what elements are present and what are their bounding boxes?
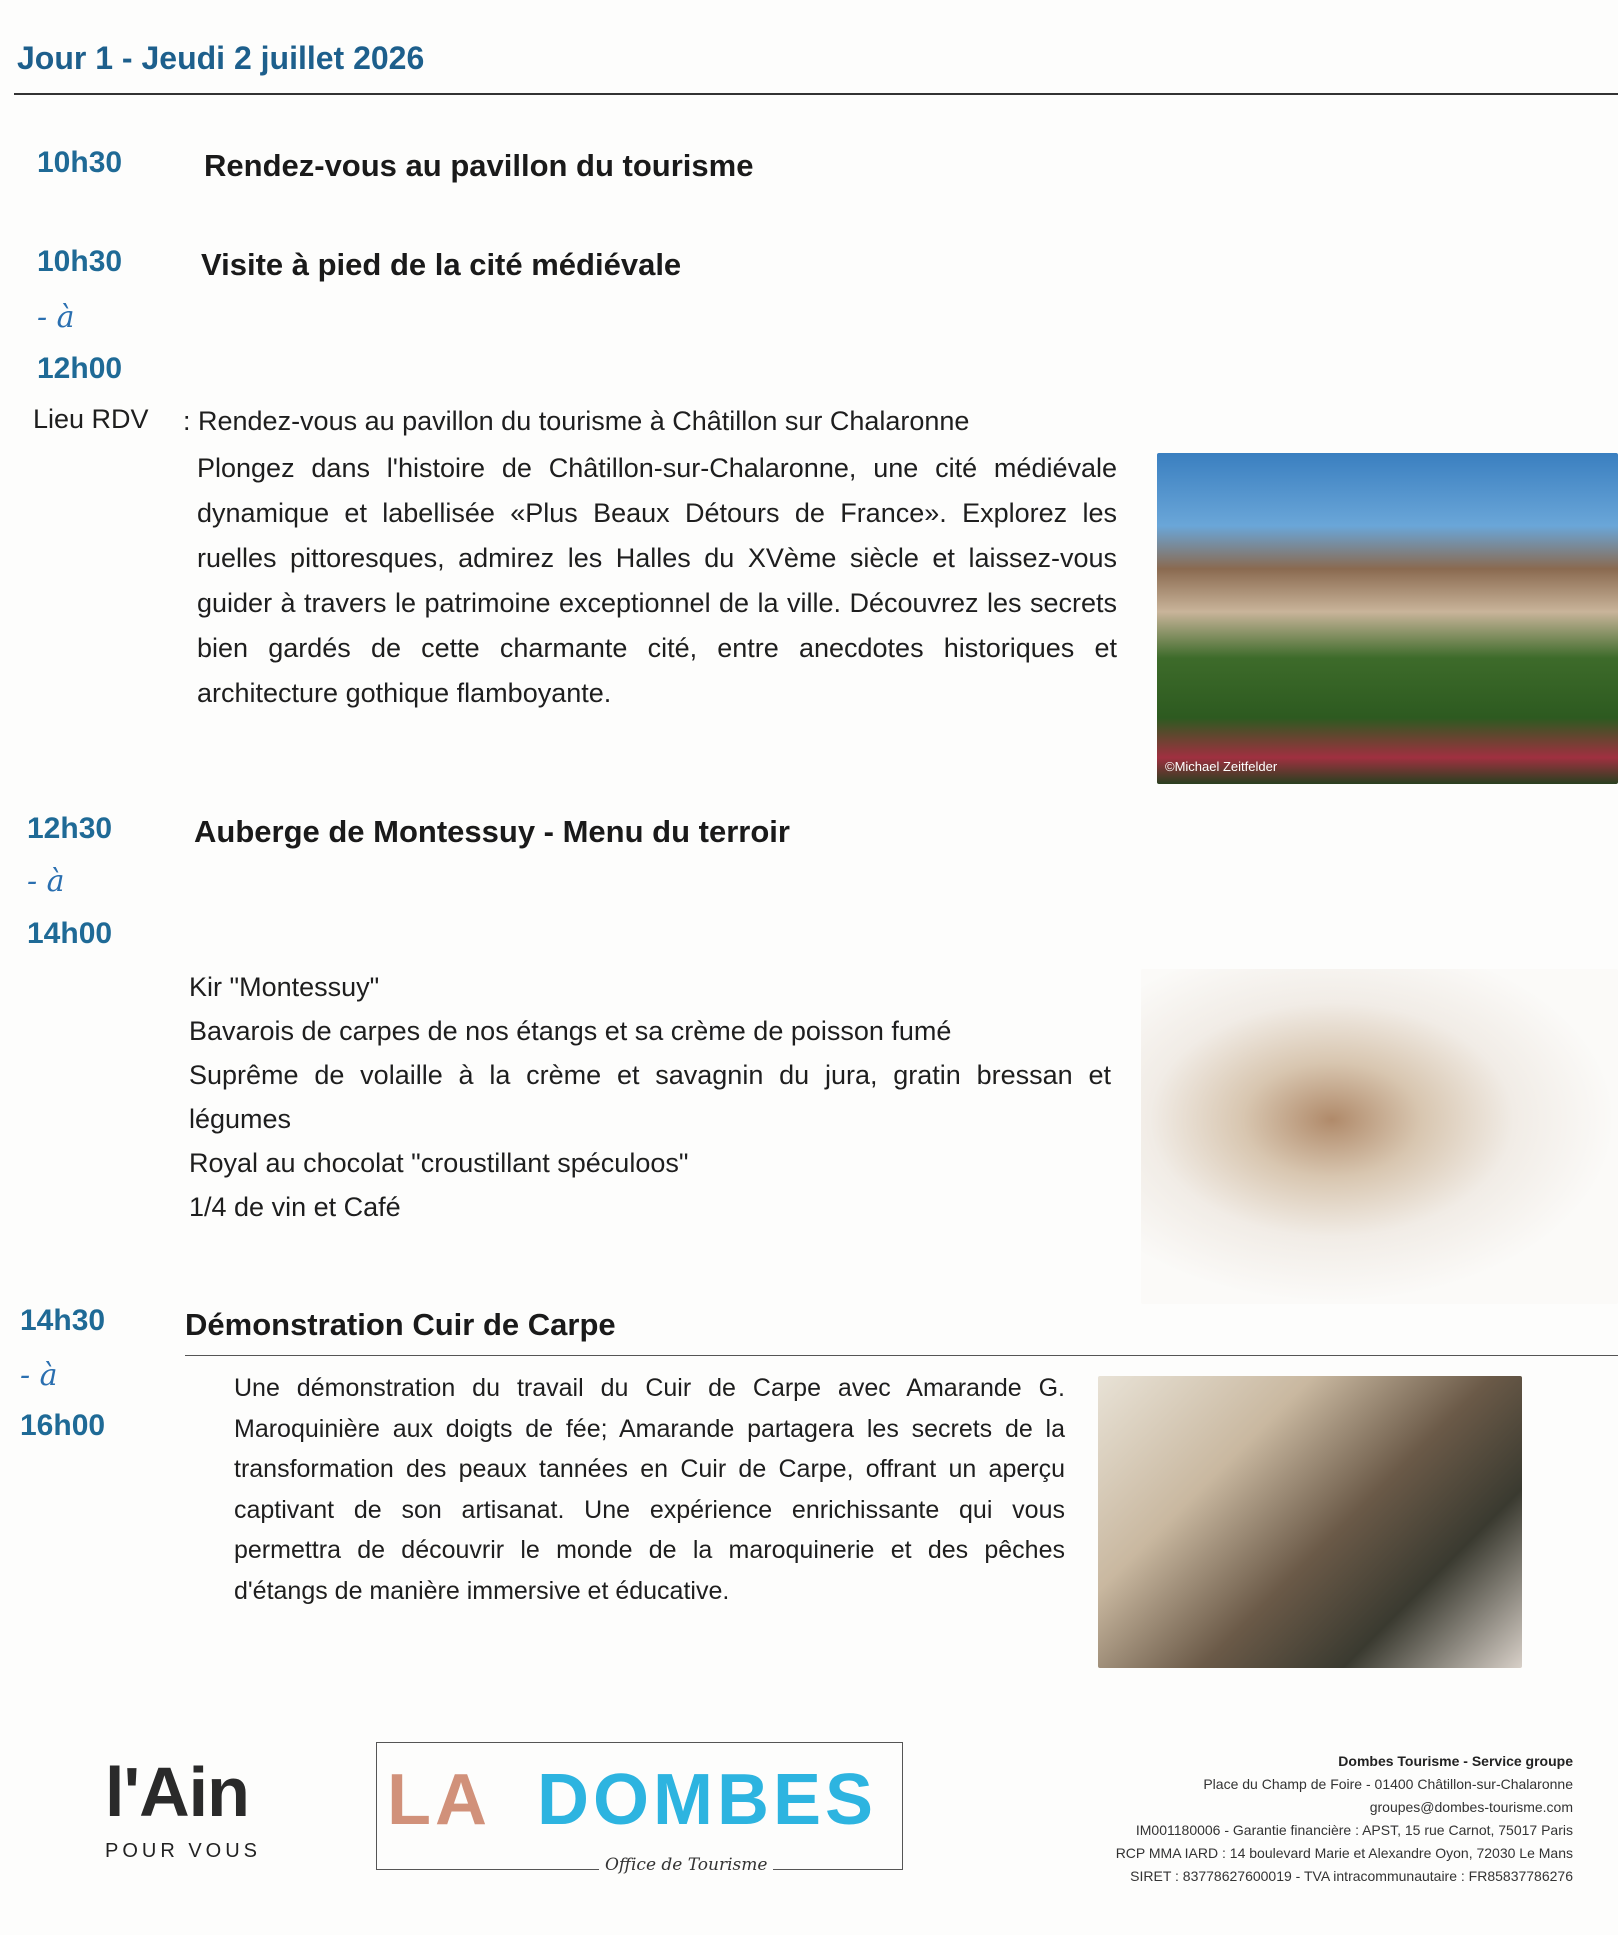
footer-org: Dombes Tourisme - Service groupe [1338, 1753, 1573, 1769]
footer-insurance: RCP MMA IARD : 14 boulevard Marie et Alexandre Oyon, 72030 Le Mans [1115, 1845, 1573, 1861]
event-title: Auberge de Montessuy - Menu du terroir [194, 814, 790, 849]
event-time-end: 14h00 [27, 917, 113, 950]
event-description: Plongez dans l'histoire de Châtillon-sur-Chalaronne, une cité médiévale dynamique et labellisée «Plus Beaux Détours de France». Explorez les ruelles pittoresques, admirez les Halles du XVème siècle et laissez-vous guider à travers le patrimoine exceptionnel de la ville. Découvrez les secrets bien gardés de cette charmante cité, entre anecdotes historiques et architecture gothique flamboyante. [197, 453, 1117, 708]
menu-item: Kir "Montessuy" [189, 972, 380, 1002]
la-dombes-logo-la: LA [387, 1760, 491, 1840]
rdv-value: : Rendez-vous au pavillon du tourisme à Châtillon sur Chalaronne [183, 406, 970, 436]
event-time-end: 12h00 [37, 352, 123, 385]
ain-logo-subtitle: POUR VOUS [105, 1840, 262, 1862]
medieval-city-photo [1157, 453, 1618, 784]
rdv-label: Lieu RDV [33, 404, 149, 434]
day-title: Jour 1 - Jeudi 2 juillet 2026 [17, 40, 425, 76]
event-time-start: 12h30 [27, 812, 113, 845]
event-title: Visite à pied de la cité médiévale [201, 247, 682, 282]
handwritten-separator: - à [20, 1358, 58, 1393]
title-divider [14, 93, 1618, 95]
dish-photo [1141, 969, 1618, 1304]
menu-item: Royal au chocolat "croustillant spéculoos" [189, 1148, 689, 1178]
footer-guarantee: IM001180006 - Garantie financière : APST, 15 rue Carnot, 75017 Paris [1135, 1822, 1573, 1838]
photo-credit: ©Michael Zeitfelder [1165, 759, 1278, 774]
menu-item: 1/4 de vin et Café [189, 1192, 401, 1222]
event-time-start: 10h30 [37, 245, 123, 278]
event-time: 10h30 [37, 146, 123, 179]
footer-address: Place du Champ de Foire - 01400 Châtillon-sur-Chalaronne [1203, 1776, 1573, 1792]
carp-leather-demo-photo [1098, 1376, 1522, 1668]
ain-logo-text: l'Ain [105, 1753, 249, 1831]
section-divider [185, 1355, 1618, 1356]
event-time-end: 16h00 [20, 1409, 106, 1442]
footer-email: groupes@dombes-tourisme.com [1369, 1799, 1573, 1815]
menu-item: Bavarois de carpes de nos étangs et sa crème de poisson fumé [189, 1016, 952, 1046]
event-title: Démonstration Cuir de Carpe [185, 1307, 616, 1342]
la-dombes-logo-dombes: DOMBES [537, 1760, 878, 1840]
la-dombes-logo [376, 1742, 903, 1875]
event-title: Rendez-vous au pavillon du tourisme [204, 148, 754, 183]
handwritten-separator: - à [37, 300, 75, 335]
event-description: Une démonstration du travail du Cuir de Carpe avec Amarande G. Maroquinière aux doigts de fée; Amarande partagera les secrets de la transformation des peaux tannées en Cuir de Carpe, offrant un aperçu captivant de son artisanat. Une expérience enrichissante qui vous permettra de découvrir le monde de la maroquinerie et des pêches d'étangs de manière immersive et éducative. [234, 1374, 1065, 1605]
footer-contact [953, 1750, 1573, 1888]
event-time-start: 14h30 [20, 1304, 106, 1337]
handwritten-separator: - à [27, 864, 65, 899]
menu-list [189, 965, 1111, 1229]
la-dombes-logo-subtitle: Office de Tourisme [599, 1855, 773, 1875]
menu-item: Suprême de volaille à la crème et savagnin du jura, gratin bressan et légumes [189, 1060, 1111, 1134]
footer-siret: SIRET : 83778627600019 - TVA intracommunautaire : FR85837786276 [1130, 1868, 1573, 1884]
